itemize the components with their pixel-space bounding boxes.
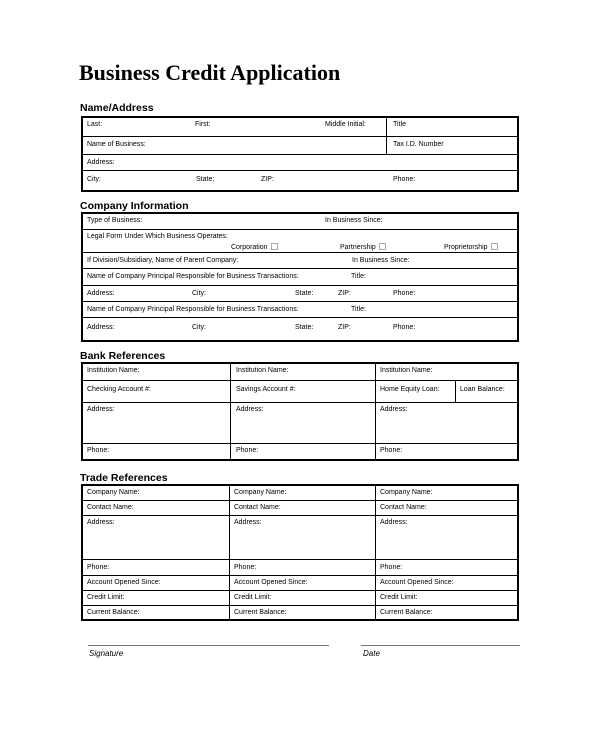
second-principal-title-label: Title: — [351, 306, 366, 313]
address-label: Address: — [87, 290, 115, 297]
credit-limit-label: Credit Limit: — [87, 594, 125, 601]
credit-limit-cell[interactable] — [229, 591, 375, 605]
table-row — [83, 118, 517, 137]
address-cell[interactable] — [375, 516, 517, 559]
division-subsidiary-label: If Division/Subsidiary, Name of Parent Company: — [87, 257, 239, 264]
section-heading-trade-references: Trade References — [80, 472, 168, 484]
principal-title-label: Title: — [351, 273, 366, 280]
address-label: Address: — [236, 406, 264, 413]
savings-account-label: Savings Account #: — [236, 386, 296, 393]
in-business-since-label: In Business Since: — [325, 217, 383, 224]
name-address-table — [81, 116, 519, 192]
credit-limit-label: Credit Limit: — [234, 594, 272, 601]
partnership-option[interactable] — [340, 243, 386, 252]
account-opened-since-cell[interactable] — [375, 576, 517, 590]
tax-id-label: Tax I.D. Number — [393, 141, 444, 148]
title-cell[interactable] — [386, 118, 517, 136]
date-line[interactable] — [361, 645, 520, 646]
table-row — [83, 403, 517, 444]
table-row[interactable] — [83, 286, 517, 302]
proprietorship-option[interactable] — [444, 243, 498, 252]
phone-label: Phone: — [380, 447, 403, 454]
account-opened-since-label: Account Opened Since: — [380, 579, 454, 586]
institution-name-label: Institution Name: — [87, 367, 140, 374]
page-title: Business Credit Application — [79, 60, 341, 85]
home-equity-loan-label: Home Equity Loan: — [380, 386, 440, 393]
current-balance-cell[interactable] — [229, 606, 375, 619]
legal-form-label: Legal Form Under Which Business Operates: — [87, 233, 228, 240]
phone-label: Phone: — [393, 324, 416, 331]
table-row[interactable] — [83, 171, 517, 190]
principal-label: Name of Company Principal Responsible for Business Transactions: — [87, 273, 299, 280]
checking-account-label: Checking Account #: — [87, 386, 151, 393]
middle-initial-label: Middle Initial: — [325, 121, 366, 128]
phone-label: Phone: — [87, 447, 110, 454]
loan-balance-cell[interactable] — [455, 381, 517, 402]
company-name-cell[interactable] — [375, 486, 517, 500]
section-heading-company-information: Company Information — [80, 200, 189, 212]
division-in-business-since-label: In Business Since: — [352, 257, 410, 264]
name-of-business-label: Name of Business: — [87, 141, 146, 148]
zip-label: ZIP: — [338, 290, 351, 297]
current-balance-cell[interactable] — [375, 606, 517, 619]
contact-name-cell[interactable] — [83, 501, 229, 515]
company-information-table — [81, 212, 519, 342]
institution-name-cell[interactable] — [83, 364, 230, 380]
title-label: Title — [393, 121, 406, 128]
table-row[interactable] — [83, 155, 517, 171]
section-heading-bank-references: Bank References — [80, 350, 166, 362]
signature-label: Signature — [89, 649, 124, 658]
company-name-cell[interactable] — [229, 486, 375, 500]
signature-line[interactable] — [88, 645, 329, 646]
institution-name-cell[interactable] — [230, 364, 375, 380]
table-row[interactable] — [83, 214, 517, 230]
partnership-checkbox[interactable] — [379, 243, 386, 250]
address-label: Address: — [380, 406, 408, 413]
phone-label: Phone: — [87, 564, 110, 571]
company-name-label: Company Name: — [380, 489, 433, 496]
address-cell[interactable] — [83, 403, 230, 443]
address-label: Address: — [87, 324, 115, 331]
zip-label: ZIP: — [338, 324, 351, 331]
company-name-label: Company Name: — [87, 489, 140, 496]
bank-references-table — [81, 362, 519, 461]
contact-name-label: Contact Name: — [87, 504, 134, 511]
credit-limit-label: Credit Limit: — [380, 594, 418, 601]
phone-label: Phone: — [234, 564, 257, 571]
address-cell[interactable] — [230, 403, 375, 443]
current-balance-cell[interactable] — [83, 606, 229, 619]
loan-balance-label: Loan Balance: — [460, 386, 505, 393]
address-cell[interactable] — [83, 516, 229, 559]
address-label: Address: — [234, 519, 262, 526]
zip-label: ZIP: — [261, 176, 274, 183]
city-label: City: — [192, 290, 206, 297]
proprietorship-label: Proprietorship — [444, 244, 488, 251]
savings-account-cell[interactable] — [230, 381, 375, 402]
account-opened-since-cell[interactable] — [229, 576, 375, 590]
first-name-label: First: — [195, 121, 211, 128]
company-name-cell[interactable] — [83, 486, 229, 500]
address-label: Address: — [87, 406, 115, 413]
corporation-checkbox[interactable] — [271, 243, 278, 250]
address-cell[interactable] — [375, 403, 517, 443]
table-row — [83, 501, 517, 516]
address-label: Address: — [87, 159, 115, 166]
contact-name-label: Contact Name: — [380, 504, 427, 511]
city-label: City: — [87, 176, 101, 183]
table-row — [83, 137, 517, 155]
corporation-label: Corporation — [231, 244, 268, 251]
company-name-label: Company Name: — [234, 489, 287, 496]
institution-name-cell[interactable] — [375, 364, 517, 380]
section-heading-name-address: Name/Address — [80, 102, 154, 114]
phone-cell[interactable] — [230, 444, 375, 459]
table-row[interactable] — [83, 253, 517, 269]
table-row — [83, 364, 517, 381]
table-row[interactable] — [83, 302, 517, 318]
address-label: Address: — [380, 519, 408, 526]
table-row — [83, 516, 517, 560]
current-balance-label: Current Balance: — [380, 609, 433, 616]
phone-label: Phone: — [380, 564, 403, 571]
state-label: State: — [295, 324, 314, 331]
type-of-business-label: Type of Business: — [87, 217, 143, 224]
table-row — [83, 560, 517, 576]
phone-cell[interactable] — [229, 560, 375, 575]
current-balance-label: Current Balance: — [87, 609, 140, 616]
city-label: City: — [192, 324, 206, 331]
table-row[interactable] — [83, 269, 517, 286]
trade-references-table — [81, 484, 519, 621]
table-row[interactable] — [83, 318, 517, 340]
table-row — [83, 591, 517, 606]
contact-name-cell[interactable] — [229, 501, 375, 515]
address-label: Address: — [87, 519, 115, 526]
table-row — [83, 230, 517, 253]
state-label: State: — [295, 290, 314, 297]
phone-cell[interactable] — [375, 560, 517, 575]
phone-label: Phone: — [393, 290, 416, 297]
proprietorship-checkbox[interactable] — [491, 243, 498, 250]
corporation-option[interactable] — [231, 243, 278, 252]
phone-cell[interactable] — [375, 444, 517, 459]
phone-cell[interactable] — [83, 560, 229, 575]
tax-id-cell[interactable] — [386, 137, 517, 154]
table-row — [83, 486, 517, 501]
table-row — [83, 576, 517, 591]
credit-limit-cell[interactable] — [83, 591, 229, 605]
institution-name-label: Institution Name: — [236, 367, 289, 374]
last-name-label: Last: — [87, 121, 103, 128]
phone-label: Phone: — [393, 176, 416, 183]
phone-cell[interactable] — [83, 444, 230, 459]
contact-name-cell[interactable] — [375, 501, 517, 515]
date-label: Date — [363, 649, 380, 658]
table-row — [83, 444, 517, 459]
second-principal-label: Name of Company Principal Responsible for Business Transactions: — [87, 306, 299, 313]
phone-label: Phone: — [236, 447, 259, 454]
account-opened-since-label: Account Opened Since: — [234, 579, 308, 586]
institution-name-label: Institution Name: — [380, 367, 433, 374]
account-opened-since-label: Account Opened Since: — [87, 579, 161, 586]
state-label: State: — [196, 176, 215, 183]
home-equity-loan-cell[interactable] — [375, 381, 455, 402]
contact-name-label: Contact Name: — [234, 504, 281, 511]
credit-limit-cell[interactable] — [375, 591, 517, 605]
table-row — [83, 381, 517, 403]
checking-account-cell[interactable] — [83, 381, 230, 402]
account-opened-since-cell[interactable] — [83, 576, 229, 590]
current-balance-label: Current Balance: — [234, 609, 287, 616]
address-cell[interactable] — [229, 516, 375, 559]
table-row — [83, 606, 517, 619]
partnership-label: Partnership — [340, 244, 376, 251]
